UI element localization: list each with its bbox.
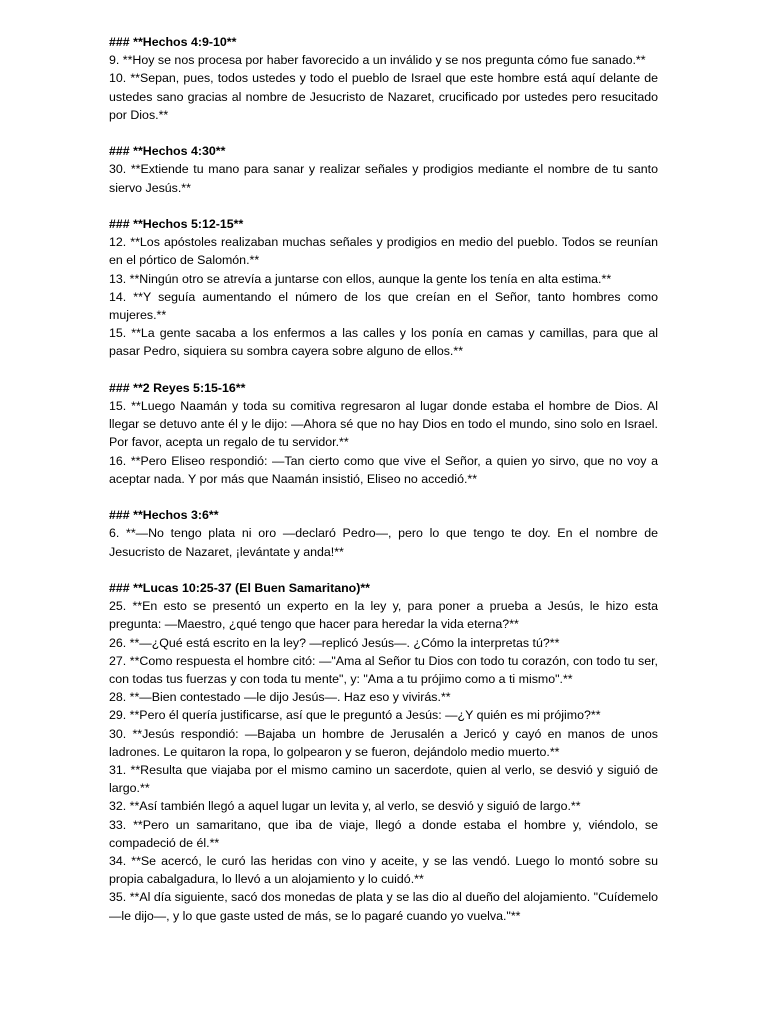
verse: 13. **Ningún otro se atrevía a juntarse con ellos, aunque la gente los tenía en alta estima.** — [109, 271, 612, 286]
section-heading: ### **Hechos 3:6** — [109, 508, 219, 523]
verse: 32. **Así también llegó a aquel lugar un levita y, al verlo, se desvió y siguió de largo.** — [109, 799, 581, 814]
section-hechos-4-30 — [109, 142, 658, 197]
verse: 9. **Hoy se nos procesa por haber favorecido a un inválido y se nos pregunta cómo fue sanado.** — [109, 53, 646, 68]
section-lucas-10-25-37 — [109, 579, 658, 925]
verse: 27. **Como respuesta el hombre citó: —"Ama al Señor tu Dios con todo tu corazón, con todo tu ser, con todas tus fuerzas y con toda tu mente", y: "Ama a tu prójimo como a ti mismo".** — [109, 653, 658, 687]
section-hechos-3-6 — [109, 506, 658, 561]
verse: 26. **—¿Qué está escrito en la ley? —replicó Jesús—. ¿Cómo la interpretas tú?** — [109, 635, 560, 650]
verse: 25. **En esto se presentó un experto en la ley y, para poner a prueba a Jesús, le hizo esta pregunta: —Maestro, ¿qué tengo que hacer para heredar la vida eterna?** — [109, 599, 658, 632]
section-hechos-4-9-10 — [109, 33, 658, 124]
verse: 30. **Jesús respondió: —Bajaba un hombre de Jerusalén a Jericó y cayó en manos de unos ladrones. Le quitaron la ropa, lo golpearon y se fueron, dejándolo medio muerto.** — [109, 726, 658, 759]
section-heading: ### **Hechos 4:9-10** — [109, 35, 237, 49]
verse: 6. **—No tengo plata ni oro —declaró Pedro—, pero lo que tengo te doy. En el nombre de Jesucristo de Nazaret, ¡levántate y anda!** — [109, 526, 658, 559]
section-heading: ### **Hechos 5:12-15** — [109, 217, 244, 231]
verse: 28. **—Bien contestado —le dijo Jesús—. Haz eso y vivirás.** — [109, 690, 451, 705]
verse: 15. **La gente sacaba a los enfermos a las calles y los ponía en camas y camillas, para que al pasar Pedro, siquiera su sombra cayera sobre alguno de ellos.** — [109, 326, 658, 359]
verse: 33. **Pero un samaritano, que iba de viaje, llegó a donde estaba el hombre y, viéndolo, se compadeció de él.** — [109, 817, 658, 850]
document-page — [109, 33, 658, 943]
verse: 14. **Y seguía aumentando el número de los que creían en el Señor, tanto hombres como mujeres.** — [109, 289, 658, 323]
verse: 12. **Los apóstoles realizaban muchas señales y prodigios en medio del pueblo. Todos se reunían en el pórtico de Salomón.** — [109, 235, 658, 268]
verse: 16. **Pero Eliseo respondió: —Tan cierto como que vive el Señor, a quien yo sirvo, que no voy a aceptar nada. Y por más que Naamán insistió, Eliseo no accedió.** — [109, 453, 658, 486]
verse: 34. **Se acercó, le curó las heridas con vino y aceite, y se las vendó. Luego lo montó sobre su propia cabalgadura, lo llevó a un alojamiento y lo cuidó.** — [109, 854, 658, 887]
verse: 30. **Extiende tu mano para sanar y realizar señales y prodigios mediante el nombre de tu santo siervo Jesús.** — [109, 162, 658, 195]
section-heading: ### **Hechos 4:30** — [109, 144, 226, 159]
section-heading: ### **Lucas 10:25-37 (El Buen Samaritano)** — [109, 581, 371, 596]
verse: 31. **Resulta que viajaba por el mismo camino un sacerdote, quien al verlo, se desvió y siguió de largo.** — [109, 763, 658, 796]
verse: 15. **Luego Naamán y toda su comitiva regresaron al lugar donde estaba el hombre de Dios. Al llegar se detuvo ante él y le dijo: —Ahora sé que no hay Dios en todo el mundo, sino solo en Israel. Por favor, acepta un regalo de tu servidor.** — [109, 399, 658, 450]
section-heading: ### **2 Reyes 5:15-16** — [109, 380, 246, 395]
section-2-reyes-5-15-16 — [109, 379, 658, 488]
verse: 35. **Al día siguiente, sacó dos monedas de plata y se las dio al dueño del alojamiento. "Cuídemelo —le dijo—, y lo que gaste usted de más, se lo pagaré cuando yo vuelva."** — [109, 890, 658, 923]
verse: 29. **Pero él quería justificarse, así que le preguntó a Jesús: —¿Y quién es mi prójimo?** — [109, 708, 601, 723]
section-hechos-5-12-15 — [109, 215, 658, 361]
verse: 10. **Sepan, pues, todos ustedes y todo el pueblo de Israel que este hombre está aquí delante de ustedes sano gracias al nombre de Jesucristo de Nazaret, crucificado por ustedes pero resucitado por Dios.** — [109, 71, 658, 122]
